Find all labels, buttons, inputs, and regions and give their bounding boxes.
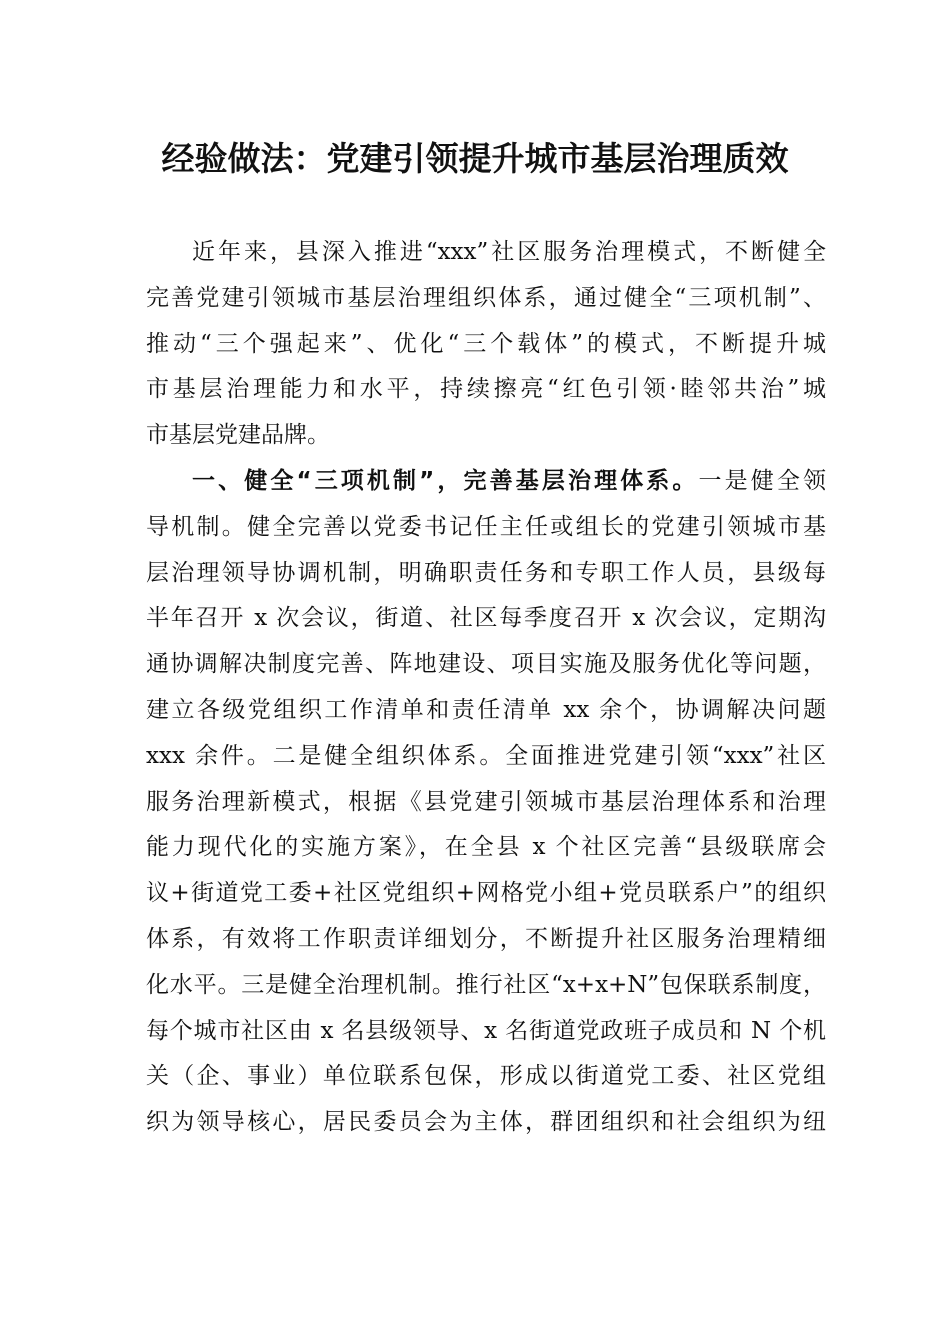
- section-heading: 一、健全“三项机制”，完善基层治理体系。: [192, 467, 699, 494]
- paragraph-2-line: xxx 余件。二是健全组织体系。全面推进党建引领“xxx”社区: [146, 742, 826, 769]
- paragraph-1-line: 完善党建引领城市基层治理组织体系，通过健全“三项机制”、: [146, 284, 826, 311]
- paragraph-2-line: 导机制。健全完善以党委书记任主任或组长的党建引领城市基: [146, 513, 826, 540]
- paragraph-2-first-line-text: 一是健全领: [698, 467, 826, 494]
- paragraph-1-line: 推动“三个强起来”、优化“三个载体”的模式，不断提升城: [146, 330, 826, 357]
- paragraph-2-line: 每个城市社区由 x 名县级领导、x 名街道党政班子成员和 N 个机: [146, 1017, 826, 1044]
- paragraph-1-line: 市基层治理能力和水平，持续擦亮“红色引领·睦邻共治”城: [146, 376, 826, 403]
- document-title: 经验做法：党建引领提升城市基层治理质效: [161, 139, 789, 178]
- paragraph-2-line: 体系，有效将工作职责详细划分，不断提升社区服务治理精细: [146, 925, 826, 952]
- paragraph-2-line: 建立各级党组织工作清单和责任清单 xx 余个，协调解决问题: [146, 696, 826, 723]
- paragraph-2-line: 议+街道党工委+社区党组织+网格党小组+党员联系户”的组织: [146, 880, 826, 907]
- paragraph-2-line: 通协调解决制度完善、阵地建设、项目实施及服务优化等问题，: [146, 651, 826, 678]
- paragraph-2-first-line: [146, 459, 826, 505]
- paragraph-2-line: 层治理领导协调机制，明确职责任务和专职工作人员，县级每: [146, 559, 826, 586]
- document-body: [146, 230, 826, 1146]
- paragraph-2-line: 织为领导核心，居民委员会为主体，群团组织和社会组织为纽: [146, 1109, 826, 1136]
- paragraph-1-line: 市基层党建品牌。: [146, 422, 330, 449]
- paragraph-2-line: 半年召开 x 次会议，街道、社区每季度召开 x 次会议，定期沟: [146, 605, 826, 632]
- paragraph-2-line: 化水平。三是健全治理机制。推行社区“x+x+N”包保联系制度，: [146, 971, 826, 998]
- paragraph-2-line: 关（企、事业）单位联系包保，形成以街道党工委、社区党组: [146, 1063, 826, 1090]
- paragraph-2-line: 服务治理新模式，根据《县党建引领城市基层治理体系和治理: [146, 788, 826, 815]
- paragraph-1-line: 近年来，县深入推进“xxx”社区服务治理模式，不断健全: [192, 239, 826, 265]
- paragraph-2-line: 能力现代化的实施方案》，在全县 x 个社区完善“县级联席会: [146, 834, 826, 861]
